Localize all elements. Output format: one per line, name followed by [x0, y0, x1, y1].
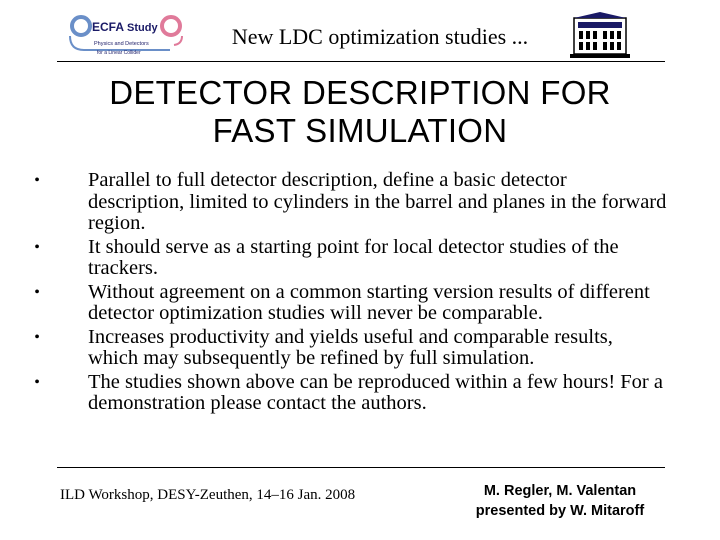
footer-authors: [455, 481, 665, 521]
bullet-marker: •: [34, 328, 40, 346]
institute-logo-building: [570, 12, 630, 58]
footer-event: ILD Workshop, DESY-Zeuthen, 14–16 Jan. 2008: [60, 487, 356, 503]
ecfa-logo-sub1: Physics and Detectors: [94, 41, 149, 47]
ecfa-logo-sub2: for a Linear Collider: [97, 50, 141, 56]
slide-title-line-2: FAST SIMULATION: [212, 112, 508, 149]
bullet-item: [28, 327, 668, 370]
bullet-marker: •: [34, 373, 40, 391]
bullet-item: [28, 282, 668, 325]
bullet-item: [28, 237, 668, 280]
bullet-text: Increases productivity and yields useful and comparable results, which may subsequently be refined by full simulation.: [88, 325, 613, 369]
footer-authors-line-1: M. Regler, M. Valentan: [483, 483, 637, 499]
footer-authors-line-2: presented by W. Mitaroff: [475, 503, 645, 519]
slide-title: [60, 74, 660, 150]
bullet-text: Without agreement on a common starting version results of different detector optimization studies will never be comparable.: [88, 280, 650, 324]
bullet-text: Parallel to full detector description, define a basic detector description, limited to cylinders in the barrel and planes in the forward region.: [88, 169, 667, 234]
slide-title-line-1: DETECTOR DESCRIPTION FOR: [109, 74, 611, 111]
bullet-list: [28, 170, 668, 417]
bullet-marker: •: [34, 283, 40, 301]
bullet-marker: •: [34, 238, 40, 256]
bullet-item: [28, 372, 668, 415]
bullet-text: It should serve as a starting point for local detector studies of the trackers.: [88, 235, 619, 279]
footer-divider: [57, 467, 665, 468]
bullet-text: The studies shown above can be reproduced within a few hours! For a demonstration please contact the authors.: [88, 370, 663, 414]
bullet-item: [28, 170, 668, 235]
ecfa-logo-word2: Study: [127, 22, 158, 34]
header-divider: [57, 61, 665, 62]
header-title: New LDC optimization studies ...: [231, 24, 529, 49]
ecfa-logo-word1: ECFA: [92, 20, 125, 34]
ecfa-study-logo: [64, 12, 188, 58]
bullet-marker: •: [34, 172, 40, 189]
